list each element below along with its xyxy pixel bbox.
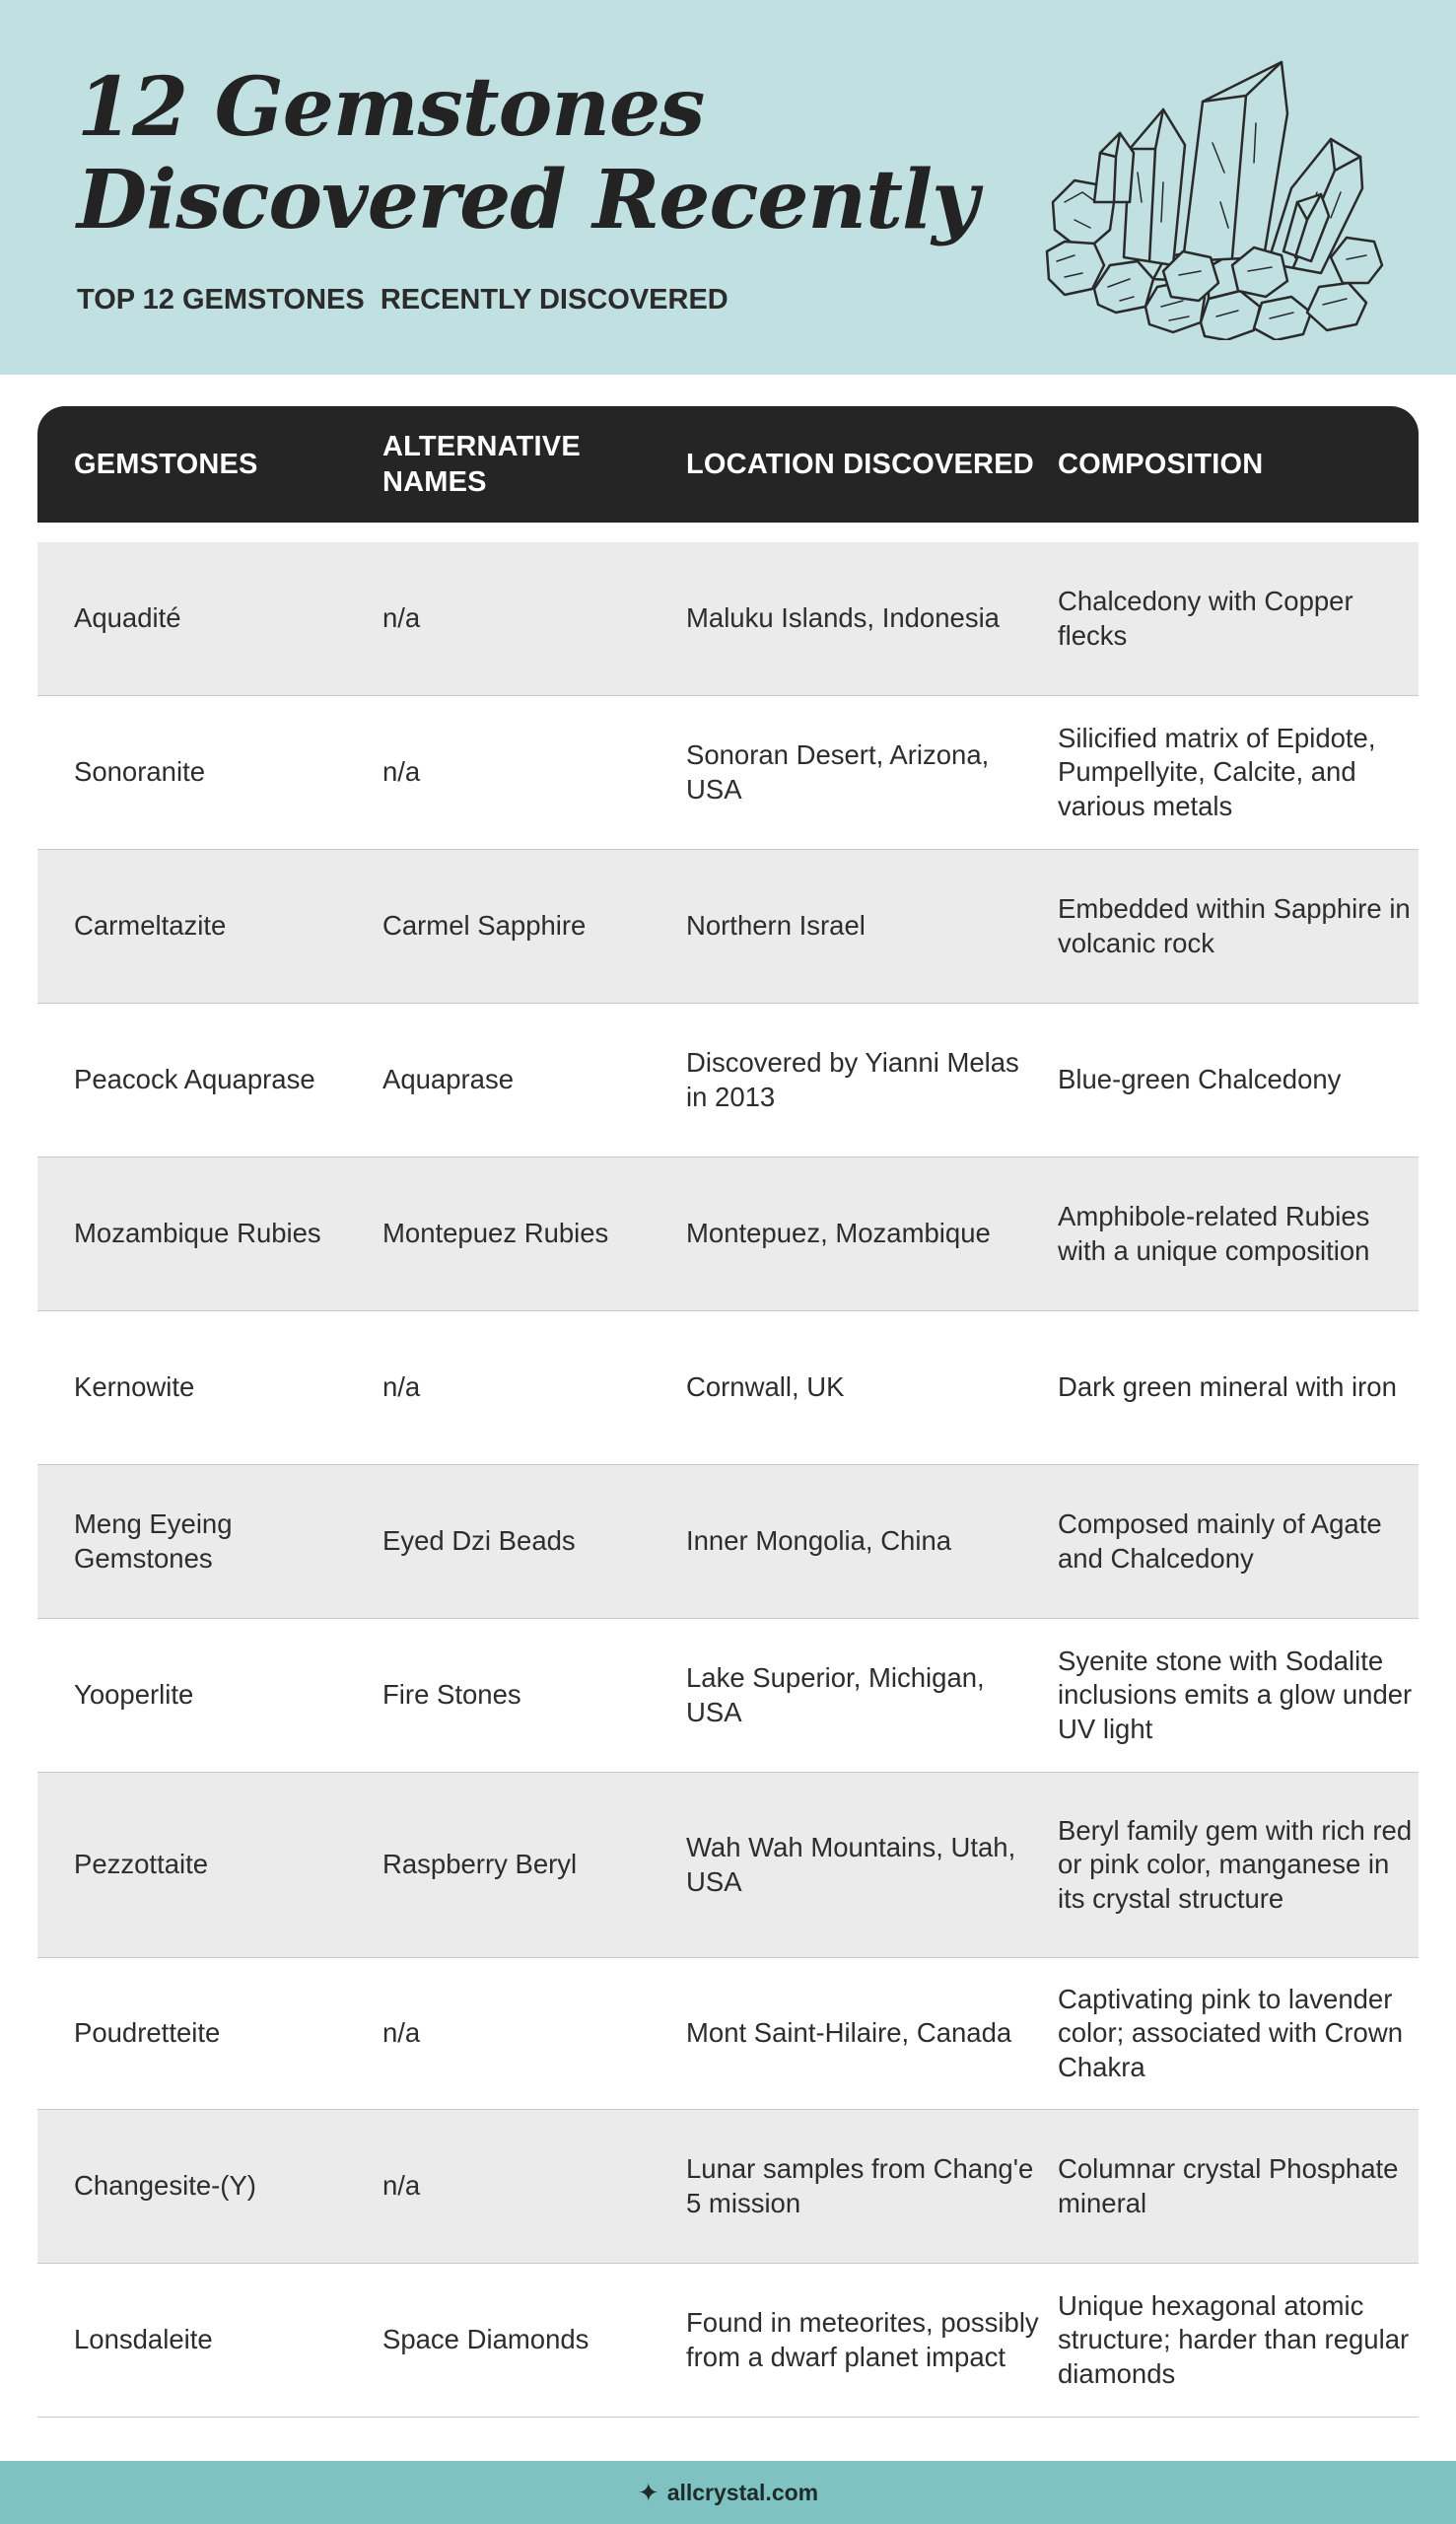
cell-composition: Composed mainly of Agate and Chalcedony	[1058, 1508, 1382, 1574]
table-row	[37, 2264, 1419, 2418]
table-row	[37, 2110, 1419, 2264]
cell-gemstone: Yooperlite	[74, 1679, 194, 1711]
cell-alternative-name: Raspberry Beryl	[382, 1849, 578, 1880]
cell-alternative-name: Eyed Dzi Beads	[382, 1525, 576, 1557]
sparkle-icon: ✦	[637, 2477, 659, 2507]
cell-gemstone: Poudretteite	[74, 2017, 221, 2049]
cell-alternative-name: Fire Stones	[382, 1679, 521, 1711]
page-subtitle: TOP 12 GEMSTONES RECENTLY DISCOVERED	[77, 284, 728, 316]
cell-location: Wah Wah Mountains, Utah, USA	[686, 1832, 1016, 1897]
column-header-alternative-names: ALTERNATIVE NAMES	[382, 431, 581, 498]
column-header-gemstones: GEMSTONES	[74, 449, 258, 480]
cell-gemstone: Changesite-(Y)	[74, 2170, 256, 2202]
cell-gemstone: Mozambique Rubies	[74, 1218, 321, 1249]
cell-location: Maluku Islands, Indonesia	[686, 602, 1000, 634]
cell-gemstone: Carmeltazite	[74, 910, 227, 942]
table-row	[37, 1619, 1419, 1773]
table-row	[37, 1157, 1419, 1311]
cell-gemstone: Sonoranite	[74, 756, 206, 788]
cell-composition: Captivating pink to lavender color; associated with Crown Chakra	[1058, 1983, 1404, 2082]
cell-gemstone: Kernowite	[74, 1371, 195, 1403]
cell-alternative-name: n/a	[382, 2017, 421, 2049]
cell-composition: Beryl family gem with rich red or pink color, manganese in its crystal structure	[1058, 1814, 1413, 1914]
cell-composition: Dark green mineral with iron	[1058, 1371, 1397, 1403]
cell-gemstone: Aquadité	[74, 602, 181, 634]
cell-location: Inner Mongolia, China	[686, 1525, 952, 1557]
cell-location: Sonoran Desert, Arizona, USA	[686, 739, 990, 805]
cell-location: Cornwall, UK	[686, 1371, 845, 1403]
cell-composition: Amphibole-related Rubies with a unique composition	[1058, 1201, 1370, 1266]
cell-gemstone: Pezzottaite	[74, 1849, 209, 1880]
cell-gemstone: Peacock Aquaprase	[74, 1064, 315, 1095]
cell-composition: Unique hexagonal atomic structure; harder than regular diamonds	[1058, 2289, 1410, 2389]
footer-bar	[0, 2461, 1456, 2524]
title-line-2: Discovered Recently	[77, 153, 978, 247]
column-header-composition: COMPOSITION	[1058, 449, 1264, 480]
cell-alternative-name: Montepuez Rubies	[382, 1218, 609, 1249]
cell-composition: Embedded within Sapphire in volcanic rock	[1058, 893, 1411, 958]
header-banner	[0, 0, 1456, 375]
cell-gemstone: Meng Eyeing Gemstones	[74, 1508, 233, 1574]
table-row	[37, 1465, 1419, 1619]
page-title	[77, 61, 978, 246]
cell-composition: Syenite stone with Sodalite inclusions emits a glow under UV light	[1058, 1645, 1413, 1744]
cell-location: Northern Israel	[686, 910, 866, 942]
table-row	[37, 1958, 1419, 2110]
cell-composition: Chalcedony with Copper flecks	[1058, 586, 1353, 651]
cell-composition: Columnar crystal Phosphate mineral	[1058, 2153, 1399, 2218]
footer-site-link[interactable]: allcrystal.com	[666, 2479, 819, 2505]
cell-composition: Silicified matrix of Epidote, Pumpellyite, Calcite, and various metals	[1058, 722, 1376, 821]
cell-alternative-name: n/a	[382, 1371, 421, 1403]
title-line-1: 12 Gemstones	[77, 60, 705, 155]
cell-alternative-name: Aquaprase	[382, 1064, 515, 1095]
cell-gemstone: Lonsdaleite	[74, 2324, 213, 2355]
table-row	[37, 696, 1419, 850]
cell-alternative-name: n/a	[382, 2170, 421, 2202]
column-header-location-discovered: LOCATION DISCOVERED	[686, 449, 1034, 480]
cell-location: Lunar samples from Chang'e 5 mission	[686, 2153, 1034, 2218]
table-header	[37, 406, 1419, 523]
cell-composition: Blue-green Chalcedony	[1058, 1064, 1342, 1095]
cell-location: Discovered by Yianni Melas in 2013	[686, 1047, 1019, 1112]
cell-location: Montepuez, Mozambique	[686, 1218, 991, 1249]
gemstones-table	[37, 406, 1419, 2418]
cell-alternative-name: Carmel Sapphire	[382, 910, 587, 942]
cell-location: Mont Saint-Hilaire, Canada	[686, 2017, 1012, 2049]
crystal-cluster-icon	[1035, 54, 1390, 340]
table-row	[37, 1004, 1419, 1157]
cell-location: Lake Superior, Michigan, USA	[686, 1662, 985, 1727]
cell-alternative-name: Space Diamonds	[382, 2324, 589, 2355]
table-row	[37, 542, 1419, 696]
table-row	[37, 1311, 1419, 1465]
table-row	[37, 1773, 1419, 1958]
cell-alternative-name: n/a	[382, 602, 421, 634]
cell-alternative-name: n/a	[382, 756, 421, 788]
table-row	[37, 850, 1419, 1004]
cell-location: Found in meteorites, possibly from a dwarf planet impact	[686, 2307, 1039, 2372]
